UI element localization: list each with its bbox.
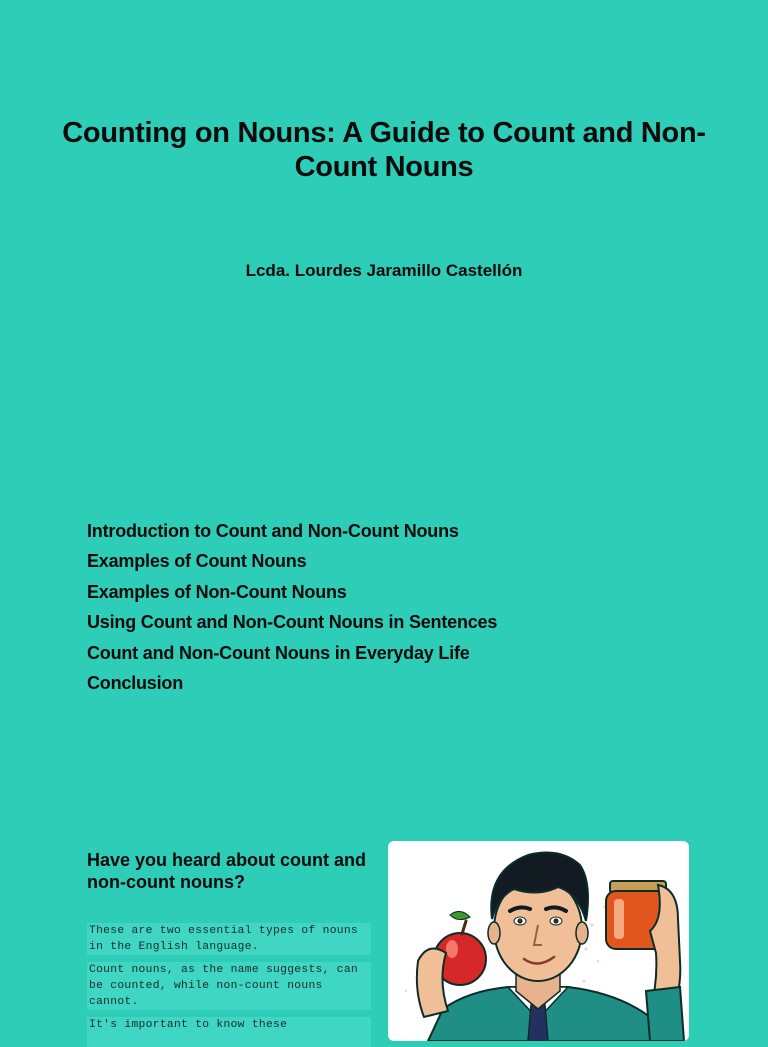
toc-item: Conclusion (87, 673, 183, 694)
page-title: Counting on Nouns: A Guide to Count and Non-Count Nouns (62, 117, 706, 183)
intro-paragraph: Count nouns, as the name suggests, can be counted, while non-count nouns cannot. (87, 962, 371, 1010)
author-name: Lcda. Lourdes Jaramillo Castellón (245, 261, 523, 280)
intro-heading: Have you heard about count and non-count nouns? (87, 850, 367, 892)
toc-item: Examples of Count Nouns (87, 551, 307, 572)
intro-paragraph: It's important to know these (87, 1017, 371, 1047)
intro-paragraph: These are two essential types of nouns in the English language. (87, 923, 371, 955)
toc-item: Introduction to Count and Non-Count Nouns (87, 521, 459, 541)
table-of-contents (87, 516, 497, 698)
toc-item: Examples of Non-Count Nouns (87, 581, 347, 602)
toc-item: Using Count and Non-Count Nouns in Sentences (87, 612, 498, 633)
illustration-man-apple-jar (388, 841, 689, 1041)
toc-item: Count and Non-Count Nouns in Everyday Life (87, 642, 470, 663)
